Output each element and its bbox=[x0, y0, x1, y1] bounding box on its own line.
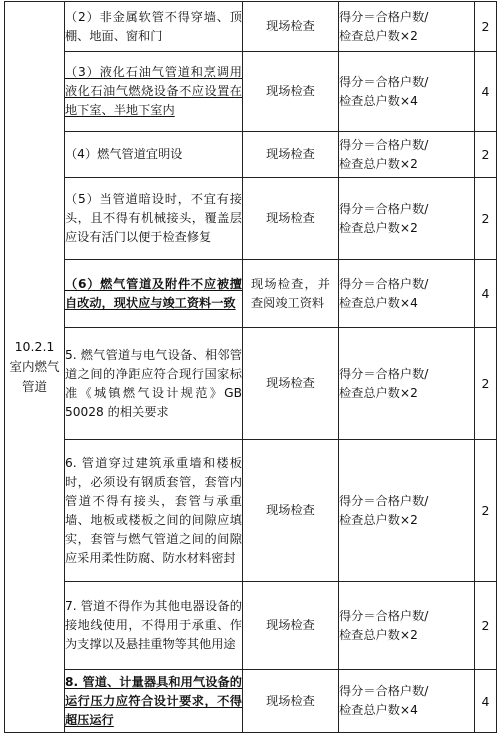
requirement-text: 6. 管道穿过建筑承重墙和楼板时，必须设有钢质套管，套管内管道不得有接头，套管与承重墙、地板或楼板之间的间隙应填实，套管与燃气管道之间的间隙应采用柔性防腐、防水材料密封 bbox=[65, 455, 242, 565]
points-cell bbox=[475, 440, 497, 582]
points-value: 4 bbox=[481, 693, 490, 709]
points-value: 2 bbox=[481, 19, 490, 34]
score-line2: 检查总户数×4 bbox=[339, 295, 418, 310]
score-line1: 得分＝合格户数/ bbox=[339, 74, 429, 89]
score-cell bbox=[339, 328, 475, 440]
requirement-text: （4）燃气管道宜明设 bbox=[65, 147, 183, 161]
requirement-cell bbox=[65, 440, 243, 582]
score-line2: 检查总户数×4 bbox=[339, 703, 418, 717]
score-line2: 检查总户数×2 bbox=[339, 627, 418, 642]
table-row bbox=[5, 260, 497, 328]
table-row bbox=[5, 2, 497, 52]
section-cell bbox=[5, 2, 65, 733]
section-code: 10.2.1 bbox=[14, 339, 55, 354]
points-value: 2 bbox=[481, 376, 490, 391]
score-line1: 得分＝合格户数/ bbox=[339, 276, 429, 291]
requirement-cell bbox=[65, 260, 243, 328]
requirement-text: 5. 燃气管道与电气设备、相邻管道之间的净距应符合现行国家标准《城镇燃气设计规范》GB 50028 的相关要求 bbox=[65, 347, 242, 419]
points-cell bbox=[475, 132, 497, 178]
requirement-cell bbox=[65, 670, 243, 733]
score-line1: 得分＝合格户数/ bbox=[339, 201, 429, 216]
score-cell bbox=[339, 2, 475, 52]
table-row bbox=[5, 52, 497, 132]
score-line2: 检查总户数×4 bbox=[339, 93, 418, 108]
method-cell bbox=[243, 52, 339, 132]
score-cell bbox=[339, 52, 475, 132]
section-name-line2: 管道 bbox=[21, 379, 47, 394]
section-name-line1: 室内燃气 bbox=[9, 359, 60, 374]
method-text: 现场检查 bbox=[266, 503, 315, 517]
requirement-text: （3）液化石油气管道和烹调用液化石油气燃烧设备不应设置在地下室、半地下室内 bbox=[65, 65, 242, 117]
table-row bbox=[5, 328, 497, 440]
score-cell bbox=[339, 178, 475, 260]
score-line2: 检查总户数×2 bbox=[339, 156, 418, 171]
method-text: 现场检查 bbox=[266, 693, 315, 708]
score-line2: 检查总户数×2 bbox=[339, 28, 418, 43]
method-cell bbox=[243, 2, 339, 52]
method-text: 现场检查 bbox=[266, 618, 315, 632]
points-cell bbox=[475, 260, 497, 328]
method-text: 现场检查 bbox=[266, 19, 315, 33]
score-cell bbox=[339, 670, 475, 733]
score-line1: 得分＝合格户数/ bbox=[339, 9, 429, 24]
requirement-cell bbox=[65, 132, 243, 178]
table-row bbox=[5, 132, 497, 178]
score-cell bbox=[339, 132, 475, 178]
requirement-cell bbox=[65, 582, 243, 670]
score-line2: 检查总户数×2 bbox=[339, 512, 418, 527]
points-value: 2 bbox=[481, 503, 490, 518]
method-cell bbox=[243, 132, 339, 178]
table-row bbox=[5, 582, 497, 670]
method-cell bbox=[243, 440, 339, 582]
points-cell bbox=[475, 582, 497, 670]
score-line1: 得分＝合格户数/ bbox=[339, 608, 429, 623]
points-cell bbox=[475, 2, 497, 52]
score-cell bbox=[339, 582, 475, 670]
requirement-cell bbox=[65, 2, 243, 52]
method-cell bbox=[243, 582, 339, 670]
score-cell bbox=[339, 260, 475, 328]
points-value: 2 bbox=[481, 211, 490, 226]
table-row bbox=[5, 440, 497, 582]
points-value: 4 bbox=[481, 286, 490, 301]
method-text: 现场检查 bbox=[266, 376, 315, 390]
score-cell bbox=[339, 440, 475, 582]
requirement-cell bbox=[65, 328, 243, 440]
method-text: 现场检查 bbox=[266, 147, 315, 161]
method-text: 现场检查 bbox=[266, 84, 315, 98]
method-cell bbox=[243, 328, 339, 440]
table-row bbox=[5, 670, 497, 733]
requirement-text: （2）非金属软管不得穿墙、顶棚、地面、窗和门 bbox=[65, 9, 242, 43]
score-line1: 得分＝合格户数/ bbox=[339, 684, 429, 698]
requirement-cell bbox=[65, 178, 243, 260]
requirement-text: 7. 管道不得作为其他电器设备的接地线使用，不得用于承重、作为支撑以及悬挂重物等其他用途 bbox=[65, 599, 242, 651]
inspection-table bbox=[4, 1, 497, 733]
points-value: 2 bbox=[481, 618, 490, 633]
points-cell bbox=[475, 52, 497, 132]
score-line1: 得分＝合格户数/ bbox=[339, 366, 429, 381]
points-value: 4 bbox=[481, 84, 490, 99]
method-text: 现场检查 bbox=[266, 211, 315, 225]
requirement-cell bbox=[65, 52, 243, 132]
requirement-text: 8. 管道、计量器具和用气设备的运行压力应符合设计要求，不得超压运行 bbox=[65, 674, 242, 727]
method-cell bbox=[243, 670, 339, 733]
points-cell bbox=[475, 328, 497, 440]
requirement-text: （5）当管道暗设时，不宜有接头，且不得有机械接头，覆盖层应设有活门以便于检查修复 bbox=[65, 192, 242, 244]
points-value: 2 bbox=[481, 147, 490, 162]
table-row bbox=[5, 178, 497, 260]
method-cell bbox=[243, 260, 339, 328]
method-text: 现场检查，并查阅竣工资料 bbox=[251, 276, 330, 310]
score-line1: 得分＝合格户数/ bbox=[339, 493, 429, 508]
score-line2: 检查总户数×2 bbox=[339, 385, 418, 400]
points-cell bbox=[475, 178, 497, 260]
score-line2: 检查总户数×2 bbox=[339, 220, 418, 235]
method-cell bbox=[243, 178, 339, 260]
requirement-text: （6）燃气管道及附件不应被擅自改动，现状应与竣工资料一致 bbox=[65, 276, 242, 310]
score-line1: 得分＝合格户数/ bbox=[339, 137, 429, 152]
points-cell bbox=[475, 670, 497, 733]
